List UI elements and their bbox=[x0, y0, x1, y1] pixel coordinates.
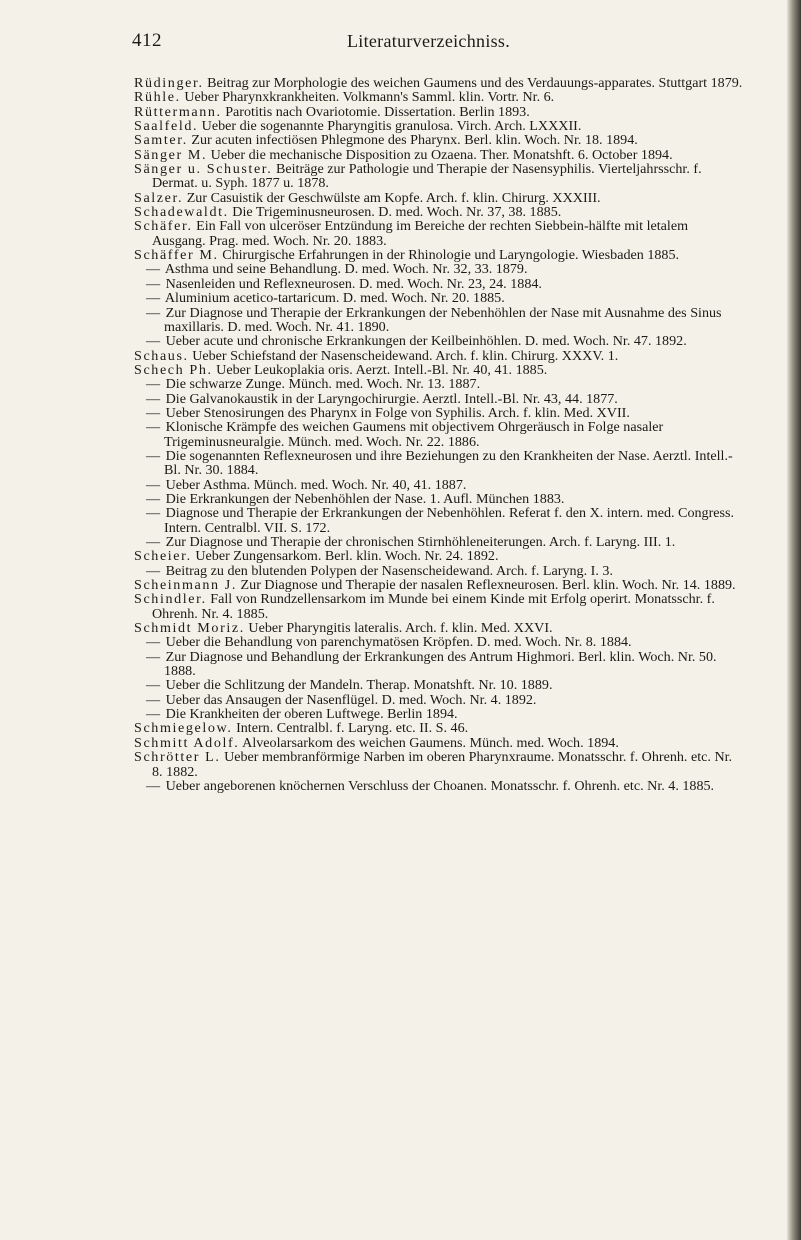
bibliography-entry bbox=[134, 377, 744, 391]
entry-author: Samter. bbox=[134, 132, 188, 149]
entry-reference: Ueber Pharyngitis lateralis. Arch. f. klin. Med. XXVI. bbox=[248, 620, 553, 637]
entry-reference: Ueber angeborenen knöchernen Verschluss der Choanen. Monatsschr. f. Ohrenh. etc. Nr. 4. 1885. bbox=[165, 777, 715, 794]
entry-author: Rüttermann. bbox=[134, 103, 222, 120]
entry-reference: Ueber Asthma. Münch. med. Woch. Nr. 40, 41. 1887. bbox=[165, 476, 467, 493]
entry-author: Scheinmann J. bbox=[134, 577, 238, 594]
entry-author: Rühle. bbox=[134, 89, 181, 106]
entry-reference: Zur acuten infectiösen Phlegmone des Pharynx. Berl. klin. Woch. Nr. 18. 1894. bbox=[191, 132, 638, 149]
entry-reference: Zur Diagnose und Therapie der Erkrankungen der Nebenhöhlen der Nase mit Ausnahme des Sinus maxillaris. D. med. Woch. Nr. 41. 1890. bbox=[164, 304, 722, 335]
entry-reference: Die Krankheiten der oberen Luftwege. Berlin 1894. bbox=[165, 706, 458, 723]
entry-reference: Diagnose und Therapie der Erkrankungen der Nebenhöhlen. Referat f. den X. intern. med. Congress. Intern. Centralbl. VII. S. 172. bbox=[164, 505, 735, 536]
entry-author: Schadewaldt. bbox=[134, 204, 229, 221]
ditto-dash: — bbox=[146, 505, 161, 522]
bibliography-entry bbox=[134, 535, 744, 549]
bibliography-entry bbox=[134, 162, 744, 191]
bibliography-entry bbox=[134, 248, 744, 262]
entry-author: Schmidt Moriz. bbox=[134, 620, 245, 637]
entry-reference: Beitrag zu den blutenden Polypen der Nasenscheidewand. Arch. f. Laryng. I. 3. bbox=[165, 562, 613, 579]
bibliography-entry bbox=[134, 736, 744, 750]
entry-reference: Ueber die Behandlung von parenchymatösen Kröpfen. D. med. Woch. Nr. 8. 1884. bbox=[165, 634, 632, 651]
bibliography-entry bbox=[134, 420, 744, 449]
entry-author: Schech Ph. bbox=[134, 361, 213, 378]
bibliography-entry bbox=[134, 693, 744, 707]
entry-reference: Die schwarze Zunge. Münch. med. Woch. Nr. 13. 1887. bbox=[165, 376, 481, 393]
entry-reference: Intern. Centralbl. f. Laryng. etc. II. S. 46. bbox=[236, 720, 469, 737]
ditto-dash: — bbox=[146, 691, 161, 708]
bibliography-entry bbox=[134, 219, 744, 248]
ditto-dash: — bbox=[146, 706, 161, 723]
entry-author: Saalfeld. bbox=[134, 118, 199, 135]
entry-reference: Ueber die Schlitzung der Mandeln. Therap. Monatshft. Nr. 10. 1889. bbox=[165, 677, 553, 694]
entry-reference: Nasenleiden und Reflexneurosen. D. med. Woch. Nr. 23, 24. 1884. bbox=[165, 275, 542, 292]
bibliography-entry bbox=[134, 635, 744, 649]
bibliography-entry bbox=[134, 392, 744, 406]
ditto-dash: — bbox=[146, 404, 161, 421]
entry-reference: Ueber Zungensarkom. Berl. klin. Woch. Nr. 24. 1892. bbox=[195, 548, 499, 565]
entry-author: Schmiegelow. bbox=[134, 720, 233, 737]
ditto-dash: — bbox=[146, 304, 161, 321]
ditto-dash: — bbox=[146, 447, 161, 464]
bibliography-entry bbox=[134, 363, 744, 377]
entry-reference: Zur Diagnose und Behandlung der Erkrankungen des Antrum Highmori. Berl. klin. Woch. Nr. 50. 1888. bbox=[164, 648, 717, 680]
bibliography-entry bbox=[134, 592, 744, 621]
bibliography-entry bbox=[134, 133, 744, 147]
bibliography-entry bbox=[134, 549, 744, 563]
bibliography-entry bbox=[134, 262, 744, 276]
entry-author: Sänger M. bbox=[134, 146, 208, 163]
bibliography-entry bbox=[134, 750, 744, 779]
bibliography-entry bbox=[134, 334, 744, 348]
entry-reference: Parotitis nach Ovariotomie. Dissertation. Berlin 1893. bbox=[225, 103, 530, 120]
bibliography-entry bbox=[134, 621, 744, 635]
entry-reference: Ueber die sogenannte Pharyngitis granulosa. Virch. Arch. LXXXII. bbox=[201, 118, 582, 135]
entry-reference: Ueber acute und chronische Erkrankungen der Keilbeinhöhlen. D. med. Woch. Nr. 47. 1892. bbox=[165, 333, 687, 350]
bibliography-entry bbox=[134, 105, 744, 119]
entry-author: Schäfer. bbox=[134, 218, 193, 235]
bibliography-entry bbox=[134, 506, 744, 535]
bibliography-entry bbox=[134, 148, 744, 162]
entry-author: Sänger u. Schuster. bbox=[134, 161, 273, 178]
entry-author: Schmitt Adolf. bbox=[134, 734, 240, 751]
entry-reference: Die sogenannten Reflexneurosen und ihre Beziehungen zu den Krankheiten der Nase. Aerztl. Intell.-Bl. Nr. 30. 1884. bbox=[164, 447, 733, 479]
bibliography-entry bbox=[134, 306, 744, 335]
bibliography-entry bbox=[134, 779, 744, 793]
ditto-dash: — bbox=[146, 777, 161, 794]
entry-reference: Chirurgische Erfahrungen in der Rhinologie und Laryngologie. Wiesbaden 1885. bbox=[222, 247, 680, 264]
ditto-dash: — bbox=[146, 419, 161, 436]
entry-reference: Ueber Pharynxkrankheiten. Volkmann's Samml. klin. Vortr. Nr. 6. bbox=[184, 89, 555, 106]
bibliography-entry bbox=[134, 449, 744, 478]
ditto-dash: — bbox=[146, 648, 161, 665]
ditto-dash: — bbox=[146, 261, 161, 278]
bibliography-entry bbox=[134, 578, 744, 592]
ditto-dash: — bbox=[146, 677, 161, 694]
entry-reference: Ein Fall von ulceröser Entzündung im Bereiche der rechten Siebbein-hälfte mit letalem Ausgang. Prag. med. Woch. Nr. 20. 1883. bbox=[152, 218, 689, 249]
bibliography-entry bbox=[134, 119, 744, 133]
entry-author: Schindler. bbox=[134, 591, 207, 608]
ditto-dash: — bbox=[146, 490, 161, 507]
entry-reference: Zur Casuistik der Geschwülste am Kopfe. Arch. f. klin. Chirurg. XXXIII. bbox=[186, 189, 601, 206]
entry-reference: Ueber membranförmige Narben im oberen Pharynxraume. Monatsschr. f. Ohrenh. etc. Nr. 8. 1882. bbox=[152, 749, 733, 780]
bibliography-list bbox=[134, 76, 744, 793]
page-number: 412 bbox=[132, 30, 162, 51]
bibliography-entry bbox=[134, 492, 744, 506]
bibliography-entry bbox=[134, 650, 744, 679]
bibliography-entry bbox=[134, 76, 744, 90]
entry-author: Schrötter L. bbox=[134, 749, 221, 766]
entry-reference: Ueber die mechanische Disposition zu Ozaena. Ther. Monatshft. 6. October 1894. bbox=[210, 146, 673, 163]
bibliography-entry bbox=[134, 277, 744, 291]
entry-reference: Asthma und seine Behandlung. D. med. Woch. Nr. 32, 33. 1879. bbox=[164, 261, 528, 278]
entry-reference: Zur Diagnose und Therapie der nasalen Reflexneurosen. Berl. klin. Woch. Nr. 14. 1889. bbox=[240, 577, 736, 594]
ditto-dash: — bbox=[146, 562, 161, 579]
entry-reference: Aluminium acetico-tartaricum. D. med. Woch. Nr. 20. 1885. bbox=[164, 290, 505, 307]
bibliography-entry bbox=[134, 90, 744, 104]
ditto-dash: — bbox=[146, 290, 161, 307]
ditto-dash: — bbox=[146, 390, 161, 407]
ditto-dash: — bbox=[146, 275, 161, 292]
ditto-dash: — bbox=[146, 634, 161, 651]
entry-author: Salzer. bbox=[134, 189, 184, 206]
entry-author: Rüdinger. bbox=[134, 75, 204, 91]
ditto-dash: — bbox=[146, 333, 161, 350]
running-title: Literaturverzeichniss. bbox=[347, 31, 511, 51]
ditto-dash: — bbox=[146, 376, 161, 393]
bibliography-entry bbox=[134, 205, 744, 219]
entry-reference: Alveolarsarkom des weichen Gaumens. Münch. med. Woch. 1894. bbox=[242, 734, 619, 751]
bibliography-entry bbox=[134, 707, 744, 721]
bibliography-entry bbox=[134, 721, 744, 735]
entry-reference: Die Galvanokaustik in der Laryngochirurgie. Aerztl. Intell.-Bl. Nr. 43, 44. 1877. bbox=[165, 390, 618, 407]
bibliography-entry bbox=[134, 406, 744, 420]
bibliography-entry bbox=[134, 349, 744, 363]
entry-reference: Die Trigeminusneurosen. D. med. Woch. Nr. 37, 38. 1885. bbox=[232, 204, 562, 221]
entry-reference: Ueber Schiefstand der Nasenscheidewand. Arch. f. klin. Chirurg. XXXV. 1. bbox=[192, 347, 619, 364]
entry-reference: Beiträge zur Pathologie und Therapie der Nasensyphilis. Vierteljahrsschr. f. Dermat. u. Syph. 1877 u. 1878. bbox=[152, 161, 702, 192]
entry-reference: Klonische Krämpfe des weichen Gaumens mit objectivem Ohrgeräusch in Folge nasaler Trigeminusneuralgie. Münch. med. Woch. Nr. 22. 1886. bbox=[164, 419, 664, 450]
entry-author: Scheier. bbox=[134, 548, 192, 565]
page-header bbox=[132, 30, 722, 54]
entry-reference: Ueber Leukoplakia oris. Aerzt. Intell.-Bl. Nr. 40, 41. 1885. bbox=[216, 361, 548, 378]
entry-reference: Zur Diagnose und Therapie der chronischen Stirnhöhleneiterungen. Arch. f. Laryng. III. 1. bbox=[165, 534, 676, 550]
entry-reference: Fall von Rundzellensarkom im Munde bei einem Kinde mit Erfolg operirt. Monatsschr. f. Ohrenh. Nr. 4. 1885. bbox=[152, 591, 715, 622]
entry-author: Schaus. bbox=[134, 347, 189, 364]
entry-author: Schäffer M. bbox=[134, 247, 219, 264]
bibliography-entry bbox=[134, 564, 744, 578]
page-edge-shadow bbox=[787, 0, 801, 1240]
entry-reference: Beitrag zur Morphologie des weichen Gaumens und des Verdauungs-apparates. Stuttgart 1879. bbox=[207, 75, 743, 91]
ditto-dash: — bbox=[146, 534, 161, 550]
entry-reference: Ueber das Ansaugen der Nasenflügel. D. med. Woch. Nr. 4. 1892. bbox=[165, 691, 537, 708]
bibliography-entry bbox=[134, 678, 744, 692]
entry-reference: Ueber Stenosirungen des Pharynx in Folge von Syphilis. Arch. f. klin. Med. XVII. bbox=[165, 404, 630, 421]
bibliography-entry bbox=[134, 191, 744, 205]
entry-reference: Die Erkrankungen der Nebenhöhlen der Nase. 1. Aufl. München 1883. bbox=[165, 490, 565, 507]
ditto-dash: — bbox=[146, 476, 161, 493]
bibliography-entry bbox=[134, 291, 744, 305]
bibliography-entry bbox=[134, 478, 744, 492]
